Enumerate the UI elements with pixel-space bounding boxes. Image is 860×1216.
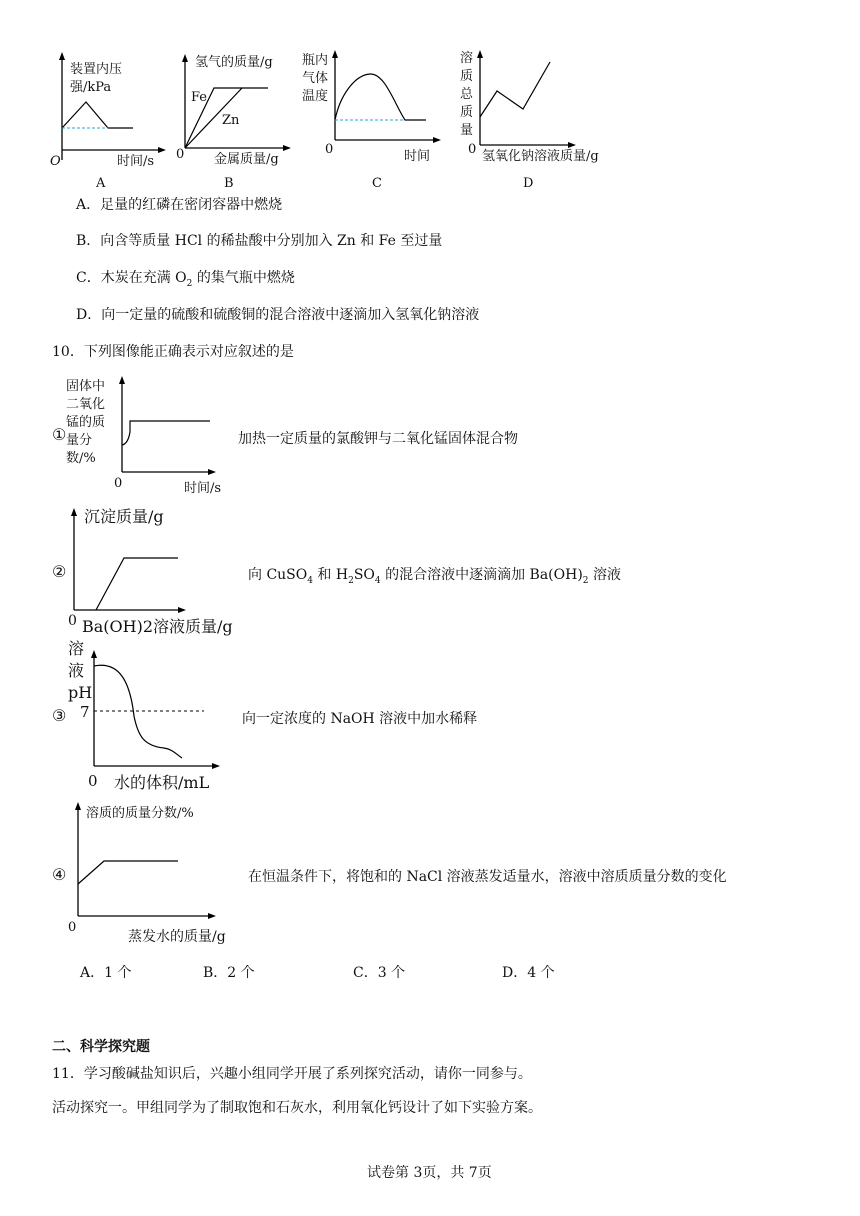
q10-item1-ylabel-4: 量分: [66, 433, 93, 448]
q10-item3-xlabel: 水的体积/mL: [114, 773, 210, 792]
graph-d-origin: 0: [468, 142, 477, 157]
q10-item3-origin: 0: [88, 772, 98, 790]
q10-option-a: A．1 个: [80, 965, 132, 981]
q10-item2-desc-4: 的混合溶液中逐滴滴加 Ba(OH): [380, 567, 583, 583]
q10-item3-ylabel-2: 液: [68, 661, 85, 680]
graph-a-ylabel-2: 强/kPa: [70, 80, 112, 95]
q10-item1-desc: 加热一定质量的氯酸钾与二氧化锰固体混合物: [238, 431, 518, 447]
q10-item1-marker: ①: [52, 425, 67, 444]
q10-item2-desc-5: 溶液: [588, 567, 621, 583]
q10-item4-marker: ④: [52, 865, 67, 884]
graph-b: [176, 54, 291, 191]
graph-d-ylabel-2: 质: [460, 69, 474, 84]
q10-item3-desc: 向一定浓度的 NaOH 溶液中加水稀释: [242, 711, 478, 727]
graph-b-xlabel: 金属质量/g: [214, 152, 279, 167]
q10-item1-xlabel: 时间/s: [184, 481, 222, 496]
graph-a-ylabel-1: 装置内压: [70, 62, 123, 77]
q10-item2-desc-3: SO: [353, 567, 375, 583]
q10-item2-graph: [60, 502, 260, 642]
graph-a-origin: O: [50, 154, 61, 169]
graph-c-ylabel-2: 气体: [302, 71, 329, 86]
graph-d-xlabel: 氢氧化钠溶液质量/g: [482, 149, 599, 164]
q10-item2-desc-sub3: 4: [374, 575, 381, 586]
q10-item3-ylabel-3: pH: [68, 683, 93, 702]
graph-a-xlabel: 时间/s: [117, 154, 155, 169]
q10-item2-desc-sub1: 4: [307, 575, 313, 586]
q10-item4-origin: 0: [68, 920, 77, 935]
section2-heading: 二、科学探究题: [52, 1039, 150, 1055]
q10-option-d: D．4 个: [502, 965, 555, 981]
q10-item3-ylabel-1: 溶: [68, 639, 85, 658]
q10-item3-tick7: 7: [80, 703, 90, 721]
graph-c-caption: C: [372, 176, 382, 191]
graph-d-ylabel-4: 质: [460, 105, 474, 120]
graph-c-origin: 0: [325, 142, 334, 157]
graph-b-caption: B: [224, 176, 234, 191]
q10-item1-ylabel-5: 数/%: [66, 451, 96, 466]
q11-stem: 11．学习酸碱盐知识后，兴趣小组同学开展了系列探究活动，请你一同参与。: [52, 1066, 532, 1082]
q9-option-d: D．向一定量的硫酸和硫酸铜的混合溶液中逐滴加入氢氧化钠溶液: [76, 307, 480, 323]
q9-option-c-pre: C．木炭在充满 O: [76, 270, 187, 286]
q9-option-c-sub: 2: [186, 278, 193, 289]
graph-c-xlabel: 时间: [404, 149, 431, 164]
q10-option-b: B．2 个: [203, 965, 255, 981]
q10-item1-ylabel-1: 固体中: [66, 379, 106, 394]
q10-item1-graph: [60, 370, 250, 498]
q10-item2-xlabel: Ba(OH)2溶液质量/g: [82, 617, 233, 636]
top-graphs: [0, 0, 860, 200]
q10-item3-graph: [64, 636, 254, 796]
graph-a-caption: A: [96, 176, 106, 191]
q10-item1-origin: 0: [114, 476, 123, 491]
graph-d-ylabel-5: 量: [460, 123, 474, 138]
q10-item2-desc-2: 和 H: [312, 567, 349, 583]
graph-d-ylabel-1: 溶: [460, 51, 474, 66]
q10-item4-graph: [60, 798, 260, 948]
q9-option-c-post: 的集气瓶中燃烧: [192, 270, 295, 286]
graph-b-origin: 0: [176, 147, 185, 162]
graph-c-ylabel-1: 瓶内: [302, 53, 329, 68]
q10-item4-ylabel: 溶质的质量分数/%: [86, 806, 194, 821]
q10-item2-origin: 0: [68, 613, 77, 629]
q10-item1-ylabel-2: 二氧化: [66, 397, 106, 412]
q10-item2-marker: ②: [52, 562, 67, 581]
graph-b-series-fe: Fe: [191, 90, 208, 105]
q10-item2-ylabel: 沉淀质量/g: [84, 507, 164, 526]
q10-item1-ylabel-3: 锰的质: [66, 415, 106, 430]
q9-option-c: [76, 267, 295, 289]
q10-item2-desc-sub4: 2: [582, 575, 589, 586]
q10-item2-desc-sub2: 2: [348, 575, 354, 586]
q10-item2-desc: [248, 564, 621, 586]
graph-c: [302, 50, 441, 191]
q10-item2-desc-1: 向 CuSO: [248, 567, 308, 583]
q9-option-a: A．足量的红磷在密闭容器中燃烧: [76, 197, 283, 213]
graph-b-ylabel: 氢气的质量/g: [195, 55, 273, 70]
graph-c-ylabel-3: 温度: [302, 89, 329, 104]
graph-d-caption: D: [523, 176, 534, 191]
q10-stem: 10．下列图像能正确表示对应叙述的是: [52, 344, 294, 360]
page-footer: 试卷第 3页，共 7页: [367, 1165, 492, 1181]
q10-item4-xlabel: 蒸发水的质量/g: [128, 929, 226, 945]
q10-item3-marker: ③: [52, 706, 67, 725]
graph-d: [460, 50, 599, 191]
q10-item4-desc: 在恒温条件下，将饱和的 NaCl 溶液蒸发适量水，溶液中溶质质量分数的变化: [248, 869, 727, 885]
activity1-text: 活动探究一。甲组同学为了制取饱和石灰水，利用氧化钙设计了如下实验方案。: [52, 1100, 542, 1116]
q9-option-b: B．向含等质量 HCl 的稀盐酸中分别加入 Zn 和 Fe 至过量: [76, 233, 443, 249]
graph-d-ylabel-3: 总: [460, 87, 474, 102]
graph-a: [50, 52, 166, 191]
q10-option-c: C．3 个: [353, 965, 406, 981]
graph-b-series-zn: Zn: [222, 113, 240, 128]
